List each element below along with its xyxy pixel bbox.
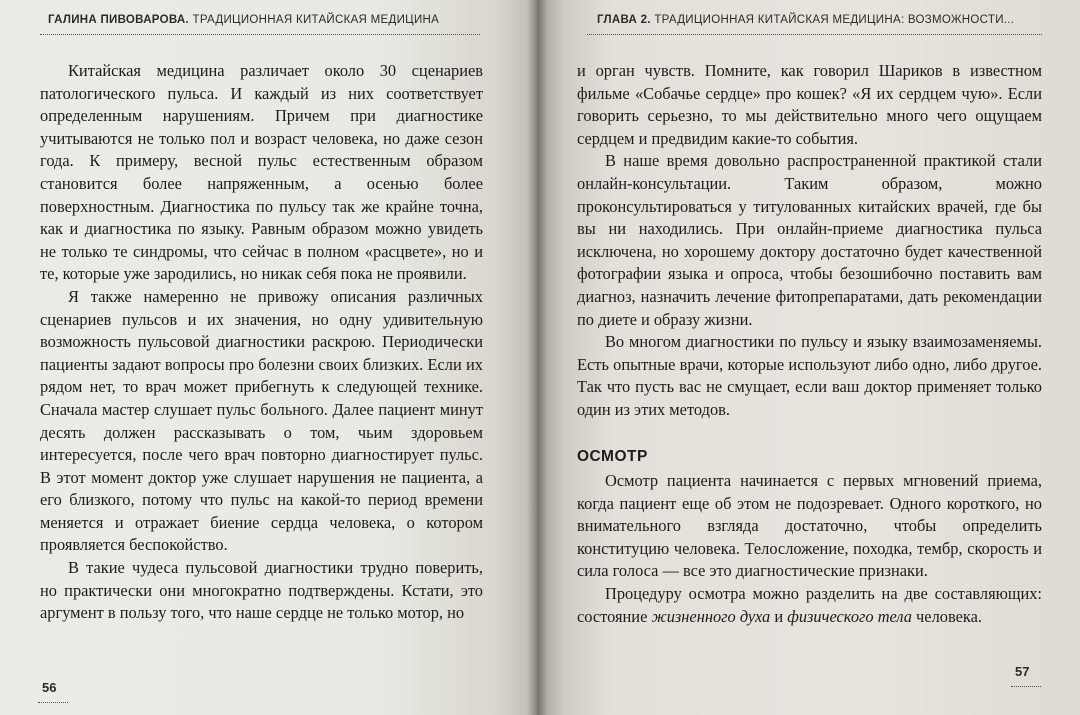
paragraph-last [577, 583, 1042, 628]
page-number-right: 57 [1015, 664, 1030, 679]
running-head-author: ГАЛИНА ПИВОВАРОВА. [48, 14, 190, 26]
left-running-head [48, 14, 439, 26]
running-head-title: ТРАДИЦИОННАЯ КИТАЙСКАЯ МЕДИЦИНА [189, 14, 440, 26]
paragraph: В наше время довольно распространенной практикой стали онлайн-консультации. Таким образом, можно проконсультироваться у титулованных китайских врачей, где бы вы ни находились. При онлайн-приеме диагностика пульса исключена, но хорошему доктору достаточно будет качественной фотографии языка и опроса, чтобы безошибочно поставить вам диагноз, назначить лечение фитопрепаратами, дать рекомендации по диете и образу жизни. [577, 151, 1042, 329]
left-header-rule [40, 34, 480, 35]
paragraph: Осмотр пациента начинается с первых мгновений приема, когда пациент еще об этом не подозревает. Одного короткого, но внимательного взгляда достаточно, чтобы определить конституцию человека. Телосложение, походка, тембр, скорость и сила голоса — все это диагностические признаки. [577, 471, 1042, 581]
book-gutter-shadow [527, 0, 547, 715]
running-head-title: ТРАДИЦИОННАЯ КИТАЙСКАЯ МЕДИЦИНА: ВОЗМОЖНОСТИ... [650, 14, 1015, 26]
paragraph: В такие чудеса пульсовой диагностики трудно поверить, но практически они многократно подтверждены. Кстати, это аргумент в пользу того, что наше сердце не только мотор, но [40, 558, 483, 623]
text-fragment: Процедуру осмотра можно разделить на две составляющих: состояние [577, 584, 1042, 626]
paragraph: Китайская медицина различает около 30 сценариев патологического пульса. И каждый из них соответствует определенным нарушениям. Причем при диагностике учитываются не только пол и возраст человека, но даже сезон года. К примеру, весной пульс естественным образом становится более напряженным, а осенью более поверхностным. Диагностика по пульсу так же крайне точна, как и диагностика по языку. Равным образом можно увидеть не только те синдромы, что сейчас в полном «расцвете», но и те, которые уже зародились, но никак себя пока не проявили. [40, 61, 483, 284]
left-body-text [40, 60, 483, 625]
paragraph: Во многом диагностики по пульсу и языку взаимозаменяемы. Есть опытные врачи, которые используют либо одно, либо другое. Так что пусть вас не смущает, если ваш доктор применяет только один из этих методов. [577, 332, 1042, 419]
folio-rule-right [1011, 686, 1041, 687]
folio-rule-left [38, 702, 68, 703]
emphasis: физического тела [787, 606, 912, 626]
section-heading: ОСМОТР [577, 447, 648, 465]
right-page [537, 0, 1080, 715]
running-head-chapter: ГЛАВА 2. [597, 14, 651, 26]
right-body-text [577, 60, 1042, 628]
text-fragment: человека. [911, 606, 982, 626]
paragraph: Я также намеренно не привожу описания различных сценариев пульсов и их значения, но одну удивительную возможность пульсовой диагностики раскрою. Периодически пациенты задают вопросы про болезни своих близких. Если их рядом нет, то врач может прибегнуть к следующей технике. Сначала мастер слушает пульс больного. Далее пациент минут десять должен рассказывать о том, чьим здоровьем интересуется, после чего врач повторно диагностирует пульс. В этот момент доктор уже слушает нарушения не пациента, а его близкого, потому что пульс на какой-то период времени меняется и отражает биение сердца человека, о котором проявляется беспокойство. [40, 286, 483, 555]
right-header-rule [587, 34, 1042, 35]
right-running-head [597, 14, 1014, 26]
left-page [0, 0, 537, 715]
paragraph: и орган чувств. Помните, как говорил Шариков в известном фильме «Собачье сердце» про кошек? «Я их сердцем чую». Если говорить серьезно, то мы действительно много чего ощущаем сердцем и предвидим какие-то события. [577, 61, 1042, 148]
page-number-left: 56 [42, 680, 57, 695]
text-fragment: и [770, 606, 788, 626]
emphasis: жизненного духа [651, 606, 771, 626]
